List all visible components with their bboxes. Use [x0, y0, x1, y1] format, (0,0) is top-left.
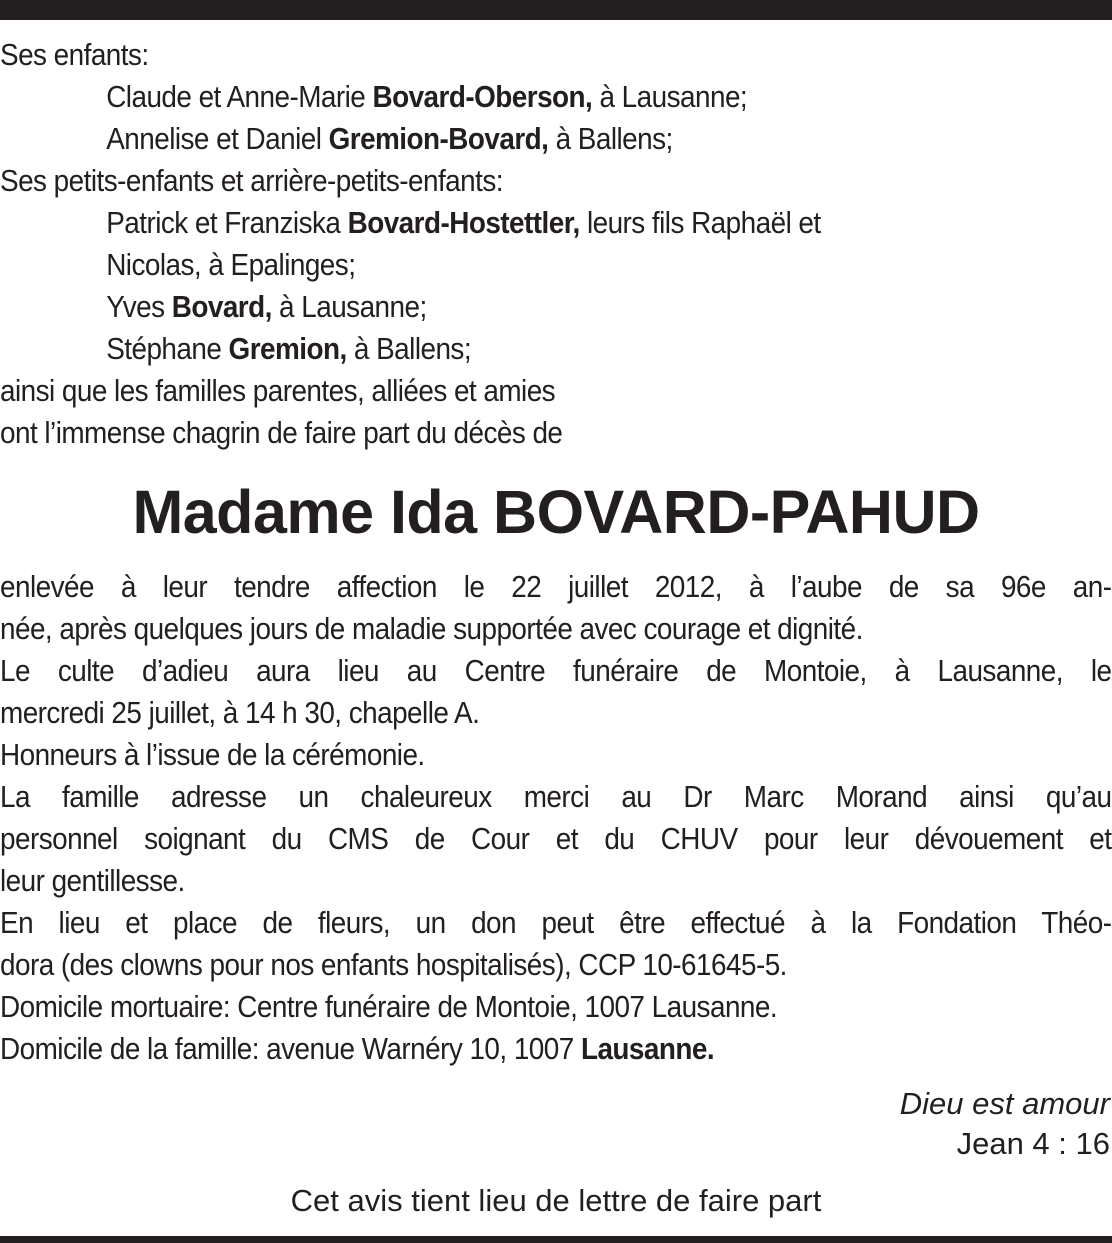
footer-note: Cet avis tient lieu de lettre de faire part — [290, 1183, 822, 1218]
children-heading: Ses enfants: — [0, 37, 149, 72]
child-1-place: à Lausanne; — [592, 79, 748, 114]
body-line-9: En lieu et place de fleurs, un don peut être effectué à la Fondation Théo- — [0, 905, 1112, 940]
grandchild-1-place: Nicolas, à Epalinges; — [106, 247, 356, 282]
child-entry-2 — [0, 118, 1001, 160]
grandchild-2-names: Yves — [106, 289, 172, 324]
child-2-place: à Ballens; — [548, 121, 673, 156]
child-1-names: Claude et Anne-Marie — [106, 79, 373, 114]
address-text: Domicile de la famille: avenue Warnéry 10, 1007 — [0, 1031, 581, 1066]
body-line-7: personnel soignant du CMS de Cour et du CHUV pour leur dévouement et — [0, 821, 1112, 856]
closing-line-2: ont l’immense chagrin de faire part du décès de — [0, 415, 563, 450]
grandchild-3-place: à Ballens; — [346, 331, 472, 366]
body-line-2: née, après quelques jours de maladie supportée avec courage et dignité. — [0, 611, 863, 646]
grandchild-1-surname: Bovard-Hostettler, — [347, 205, 580, 240]
notice-body — [0, 566, 1112, 1070]
child-1-surname: Bovard-Oberson, — [372, 79, 593, 114]
grandchild-2-surname: Bovard, — [171, 289, 272, 324]
grandchild-entry-1 — [0, 202, 1001, 244]
grandchild-3-surname: Gremion, — [228, 331, 347, 366]
body-line-6: La famille adresse un chaleureux merci au Dr Marc Morand ainsi qu’au — [0, 779, 1112, 814]
child-2-names: Annelise et Daniel — [106, 121, 329, 156]
grandchild-entry-2 — [0, 286, 1001, 328]
child-2-surname: Gremion-Bovard, — [328, 121, 549, 156]
verse-reference: Jean 4 : 16 — [956, 1126, 1110, 1161]
verse-text: Dieu est amour — [899, 1086, 1110, 1121]
grandchild-entry-3 — [0, 328, 1001, 370]
bottom-rule — [0, 1236, 1112, 1243]
family-address — [0, 1028, 1001, 1070]
body-line-10: dora (des clowns pour nos enfants hospitalisés), CCP 10-61645-5. — [0, 947, 787, 982]
grandchild-1-names: Patrick et Franziska — [106, 205, 348, 240]
body-line-11: Domicile mortuaire: Centre funéraire de Montoie, 1007 Lausanne. — [0, 989, 778, 1024]
grandchild-entry-1-cont — [0, 244, 1001, 286]
family-list — [0, 34, 1112, 454]
deceased-name: Madame Ida BOVARD-PAHUD — [132, 478, 980, 546]
body-line-5: Honneurs à l’issue de la cérémonie. — [0, 737, 425, 772]
grandchildren-heading: Ses petits-enfants et arrière-petits-enfants: — [0, 163, 503, 198]
grandchild-2-place: à Lausanne; — [271, 289, 427, 324]
child-entry-1 — [0, 76, 1001, 118]
body-line-3: Le culte d’adieu aura lieu au Centre funéraire de Montoie, à Lausanne, le — [0, 653, 1112, 688]
address-city: Lausanne. — [580, 1031, 715, 1066]
body-line-1: enlevée à leur tendre affection le 22 juillet 2012, à l’aube de sa 96e an- — [0, 569, 1112, 604]
body-line-4: mercredi 25 juillet, à 14 h 30, chapelle A. — [0, 695, 480, 730]
bible-verse — [900, 1084, 1110, 1164]
grandchild-1-detail: leurs fils Raphaël et — [579, 205, 821, 240]
body-line-8: leur gentillesse. — [0, 863, 185, 898]
grandchild-3-names: Stéphane — [106, 331, 229, 366]
closing-line-1: ainsi que les familles parentes, alliées et amies — [0, 373, 556, 408]
top-rule — [0, 0, 1112, 20]
